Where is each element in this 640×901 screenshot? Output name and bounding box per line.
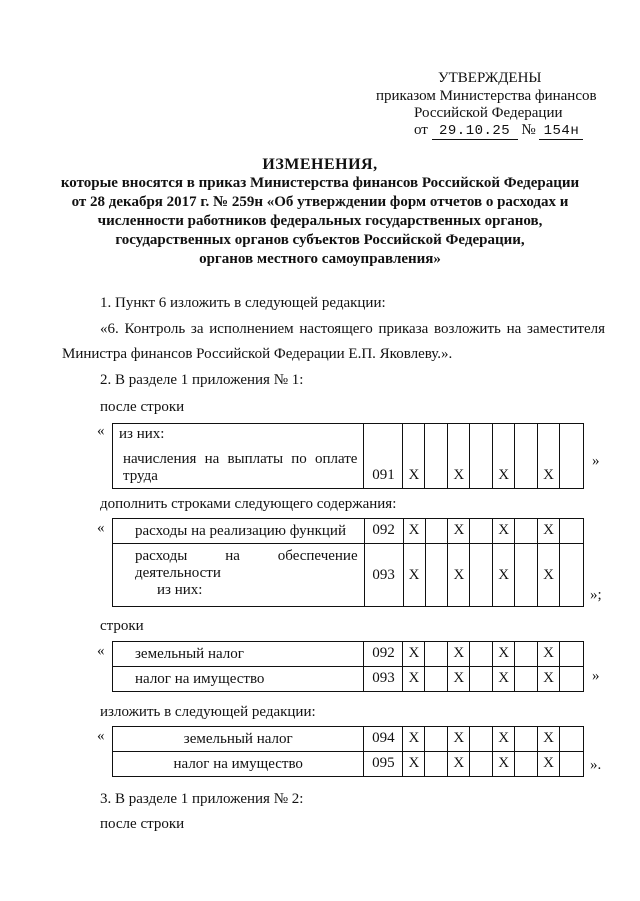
restate-label: изложить в следующей редакции: — [100, 704, 316, 720]
table-cell — [425, 727, 448, 752]
table-cell: X — [448, 667, 470, 692]
table-cell: X — [403, 752, 425, 777]
after-row-label-2: после строки — [100, 816, 185, 832]
table-4 — [112, 726, 584, 777]
table-cell — [425, 752, 448, 777]
table-row — [113, 519, 584, 544]
table-cell: X — [448, 727, 470, 752]
cell-line: начисления на выплаты по оплате — [123, 450, 358, 467]
table-cell — [560, 642, 584, 667]
table-3 — [112, 641, 584, 692]
approval-line-ministry: приказом Министерства финансов — [376, 88, 597, 104]
table-cell: 093 — [364, 667, 403, 692]
approval-number-sign: № — [521, 122, 536, 138]
approval-title: УТВЕРЖДЕНЫ — [438, 70, 542, 86]
table-1 — [112, 423, 584, 489]
table-cell: из них: — [113, 424, 364, 447]
title-line-3: численности работников федеральных государственных органов, — [97, 213, 543, 229]
table-cell — [515, 544, 538, 607]
cell-line: деятельности — [135, 565, 221, 581]
title-line-5: органов местного самоуправления» — [199, 251, 441, 267]
approval-date-line — [414, 122, 583, 140]
table-2 — [112, 518, 584, 607]
table-cell: 092 — [364, 519, 403, 544]
table-cell: X — [538, 544, 560, 607]
item-2: 2. В разделе 1 приложения № 1: — [100, 372, 304, 388]
quote-open: « — [97, 423, 105, 439]
table-cell: X — [538, 642, 560, 667]
table-cell: X — [538, 424, 560, 489]
table-cell — [425, 642, 448, 667]
table-cell: X — [493, 544, 515, 607]
table-cell — [560, 544, 584, 607]
item-1-quote-line-2: Министра финансов Российской Федерации Е.П. Яковлеву.». — [62, 346, 453, 362]
table-cell: X — [403, 642, 425, 667]
table-row — [113, 642, 584, 667]
table-cell: 093 — [364, 544, 403, 607]
table-cell — [425, 519, 448, 544]
table-cell — [425, 667, 448, 692]
cell-line: из них: — [157, 582, 203, 598]
table-cell — [515, 667, 538, 692]
table-cell — [560, 667, 584, 692]
table-cell: расходы на реализацию функций — [113, 519, 365, 544]
table-row — [113, 752, 584, 777]
table-cell: X — [403, 519, 425, 544]
cell-word: обеспечение — [277, 548, 358, 564]
title-line-4: государственных органов субъектов Российской Федерации, — [115, 232, 525, 248]
table-cell: X — [538, 727, 560, 752]
table-cell: X — [493, 752, 515, 777]
table-cell: X — [493, 642, 515, 667]
table-cell: X — [493, 424, 515, 489]
table-cell — [470, 519, 493, 544]
approval-date: 29.10.25 — [432, 124, 518, 140]
table-cell — [559, 752, 583, 777]
table-cell: X — [448, 424, 470, 489]
title-line-2: от 28 декабря 2017 г. № 259н «Об утверждении форм отчетов о расходах и — [71, 194, 569, 210]
table-cell — [470, 752, 493, 777]
cell-word: расходы — [135, 548, 188, 564]
approval-from-label: от — [414, 122, 428, 138]
table-row — [113, 424, 584, 447]
table-cell: X — [403, 727, 425, 752]
table-cell — [515, 519, 538, 544]
table-cell — [515, 727, 538, 752]
approval-line-federation: Российской Федерации — [414, 105, 563, 121]
quote-close: » — [592, 453, 600, 469]
table-cell: земельный налог — [113, 642, 364, 667]
table-cell — [470, 727, 493, 752]
table-cell: 094 — [364, 727, 403, 752]
table-cell — [113, 544, 365, 607]
table-cell: X — [493, 667, 515, 692]
table-cell: 091 — [364, 424, 403, 489]
quote-close-semicolon: »; — [590, 587, 602, 603]
table-cell: X — [493, 519, 515, 544]
table-row — [113, 727, 584, 752]
table-cell — [559, 424, 583, 489]
title-heading: ИЗМЕНЕНИЯ, — [262, 156, 378, 173]
table-row — [113, 667, 584, 692]
table-cell: X — [448, 752, 470, 777]
quote-close: » — [592, 668, 600, 684]
title-line-1: которые вносятся в приказ Министерства финансов Российской Федерации — [60, 175, 580, 191]
table-cell: X — [403, 424, 425, 489]
quote-open: « — [97, 728, 105, 744]
table-cell: земельный налог — [113, 727, 364, 752]
table-cell: налог на имущество — [113, 752, 364, 777]
table-cell — [470, 642, 493, 667]
table-cell — [470, 667, 493, 692]
table-row — [113, 544, 584, 607]
table-cell: X — [538, 519, 560, 544]
after-row-label: после строки — [100, 399, 185, 415]
table-cell — [113, 446, 364, 488]
table-cell — [470, 544, 493, 607]
table-cell: X — [448, 642, 470, 667]
item-1-quote-line-1: «6. Контроль за исполнением настоящего приказа возложить на заместителя — [100, 321, 605, 337]
table-cell — [515, 642, 538, 667]
table-cell — [559, 727, 583, 752]
table-cell — [425, 424, 448, 489]
item-3: 3. В разделе 1 приложения № 2: — [100, 791, 304, 807]
quote-open: « — [97, 643, 105, 659]
table-cell: X — [538, 667, 560, 692]
table-cell: 095 — [364, 752, 403, 777]
table-cell: X — [403, 544, 425, 607]
cell-line — [135, 548, 358, 565]
cell-line: труда — [123, 467, 158, 484]
item-1: 1. Пункт 6 изложить в следующей редакции: — [100, 295, 386, 311]
table-cell: X — [403, 667, 425, 692]
table-cell: X — [448, 519, 470, 544]
table-cell: X — [538, 752, 560, 777]
table-cell — [515, 752, 538, 777]
add-rows-label: дополнить строками следующего содержания: — [100, 496, 397, 512]
table-cell: 092 — [364, 642, 403, 667]
quote-close-period: ». — [590, 757, 602, 773]
table-cell: X — [493, 727, 515, 752]
document-title — [40, 155, 600, 269]
table-cell — [515, 424, 538, 489]
cell-word: на — [225, 548, 240, 564]
table-cell — [560, 519, 584, 544]
table-cell: налог на имущество — [113, 667, 364, 692]
quote-open: « — [97, 520, 105, 536]
table-cell — [425, 544, 448, 607]
table-cell — [470, 424, 493, 489]
table-cell: X — [448, 544, 470, 607]
rows-label: строки — [100, 618, 144, 634]
approval-number: 154н — [539, 124, 583, 140]
